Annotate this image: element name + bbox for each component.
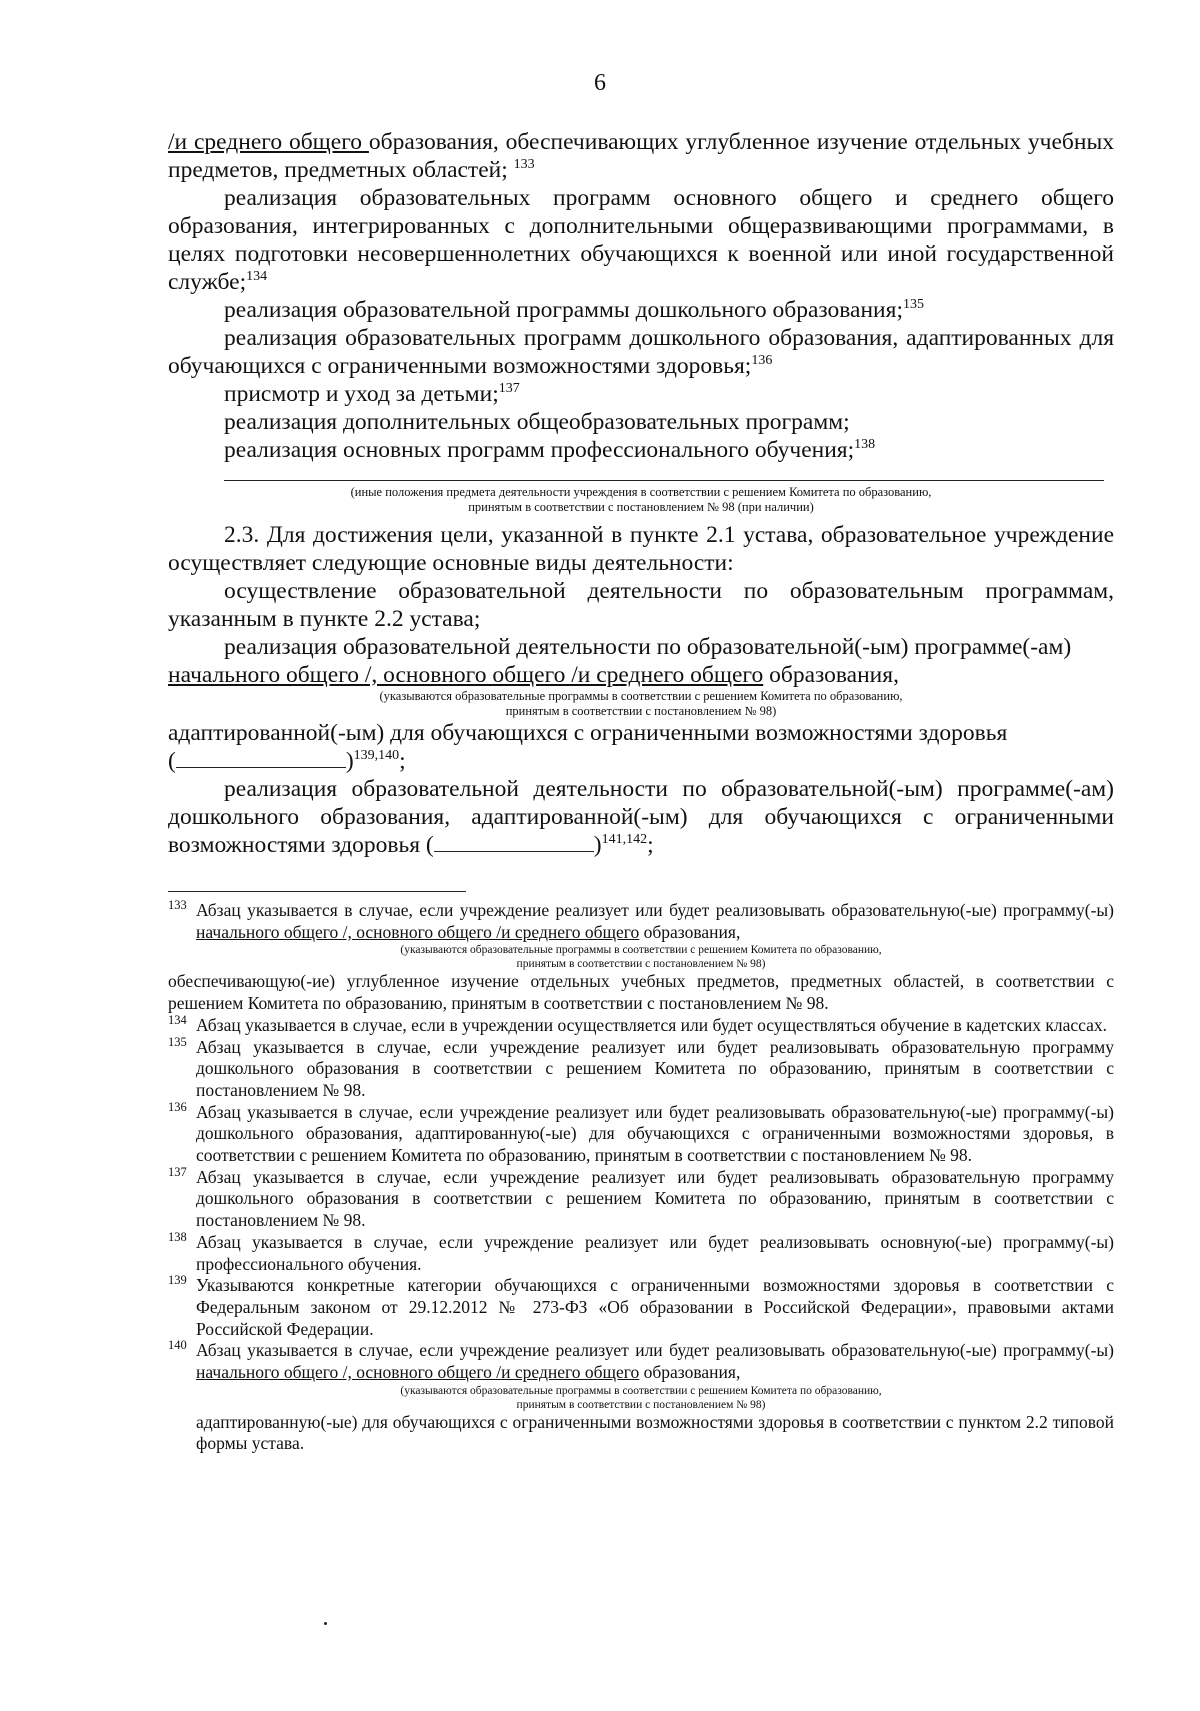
underlined-program-levels: начального общего /, основного общего /и среднего общего <box>196 921 640 942</box>
field-caption: принятым в соответствии с постановлением № 98) <box>516 958 766 971</box>
adapted-program-line: адаптированной(-ым) для обучающихся с ограниченными возможностями здоровья <box>168 720 1008 746</box>
footnote-ref-136: 136 <box>751 353 773 368</box>
list-item: осуществление образовательной деятельности по образовательным программам, указанным в пункте 2.2 устава; <box>168 578 1114 632</box>
underlined-program-levels: /и среднего общего <box>168 129 369 155</box>
field-caption: принятым в соответствии с постановлением № 98) <box>516 1398 766 1411</box>
footnote-133: 133 Абзац указывается в случае, если учреждение реализует или будет реализовывать образовательную(-ые) программу(-ы) начального общего /, основного общего /и среднего общего образования, <box>168 898 1114 942</box>
blank-field <box>176 747 346 768</box>
list-item: реализация дополнительных общеобразовательных программ; <box>224 409 850 435</box>
footnote-separator <box>168 891 466 892</box>
underlined-program-levels: начального общего /, основного общего /и среднего общего <box>168 662 764 688</box>
list-item: реализация образовательных программ основного общего и среднего общего образования, интегрированных с дополнительными общеразвивающими программами, в целях подготовки несовершеннолетних обучающихся к военной или иной государственной службе;$^{134}$ <box>168 185 1114 295</box>
blank-field <box>434 831 594 852</box>
list-item: реализация образовательной деятельности по образовательной(-ым) программе(-ам) <box>224 634 1072 660</box>
footnote-ref-135: 135 <box>902 297 924 312</box>
footnote-134: 134 Абзац указывается в случае, если в учреждении осуществляется или будет осуществляться обучение в кадетских классах. <box>168 1012 1108 1035</box>
footnote-ref-134: 134 <box>246 269 268 284</box>
footnote-135: 135 Абзац указывается в случае, если учреждение реализует или будет реализовывать образовательную программу дошкольного образования в соответствии с решением Комитета по образованию, принятым в соответствии с постановлением № 98. <box>168 1034 1114 1100</box>
program-levels-line: начального общего /, основного общего /и среднего общего образования, <box>168 662 899 688</box>
list-item: реализация образовательной программы дошкольного образования;$^{135}$ <box>224 297 924 323</box>
list-item: реализация основных программ профессионального обучения;$^{138}$ <box>224 437 876 463</box>
list-item: реализация образовательных программ дошкольного образования, адаптированных для обучающихся с ограниченными возможностями здоровья;$^{136}$ <box>168 325 1114 379</box>
footnote-ref-133: 133 <box>513 157 535 172</box>
footnote-138: 138 Абзац указывается в случае, если учреждение реализует или будет реализовывать основную(-ые) программу(-ы) профессионального обучения. <box>168 1229 1114 1274</box>
field-caption: (указываются образовательные программы в соответствии с решением Комитета по образованию, <box>379 689 903 703</box>
scan-speck <box>324 1622 327 1625</box>
footnote-136: 136 Абзац указывается в случае, если учреждение реализует или будет реализовывать образовательную(-ые) программу(-ы) дошкольного образования, адаптированную(-ые) для обучающихся с ограниченными возможностями здоровья, в соответствии с решением Комитета по образованию, принятым в соответствии с постановлением № 98. <box>168 1099 1114 1166</box>
footnote-ref-137: 137 <box>498 381 520 396</box>
blank-field-line: ( )$^{139,140}$; <box>168 748 406 774</box>
fill-in-line <box>224 474 1104 481</box>
field-caption: принятым в соответствии с постановлением № 98 (при наличии) <box>468 500 814 514</box>
footnote-ref-139-140: 139,140 <box>353 748 400 763</box>
footnote-ref-141-142: 141,142 <box>601 832 648 847</box>
footnote-140: 140 Абзац указывается в случае, если учреждение реализует или будет реализовывать образовательную(-ые) программу(-ы) начального общего /, основного общего /и среднего общего образования, <box>168 1338 1114 1383</box>
footnotes <box>168 900 1114 1455</box>
field-caption: (указываются образовательные программы в соответствии с решением Комитета по образованию, <box>400 1384 882 1397</box>
main-text <box>168 128 1114 859</box>
paragraph-continuation: /и среднего общего образования, обеспечивающих углубленное изучение отдельных учебных предметов, предметных областей; $^{133}$ <box>168 129 1114 183</box>
page-number: 6 <box>594 70 606 96</box>
field-caption: принятым в соответствии с постановлением № 98) <box>505 704 777 718</box>
footnote-ref-138: 138 <box>854 437 876 452</box>
underlined-program-levels: начального общего /, основного общего /и среднего общего <box>196 1362 640 1383</box>
list-item: реализация образовательной деятельности по образовательной(-ым) программе(-ам) дошкольного образования, адаптированной(-ым) для обучающихся с ограниченными возможностями здоровья ( )$^{141,142}$; <box>168 776 1114 858</box>
field-caption: (иные положения предмета деятельности учреждения в соответствии с решением Комитета по образованию, <box>350 485 932 499</box>
footnote-140-continuation: адаптированную(-ые) для обучающихся с ограниченными возможностями здоровья в соответствии с пунктом 2.2 типовой формы устава. <box>196 1411 1114 1454</box>
field-caption: (указываются образовательные программы в соответствии с решением Комитета по образованию, <box>400 944 882 957</box>
footnote-137: 137 Абзац указывается в случае, если учреждение реализует или будет реализовывать образовательную программу дошкольного образования в соответствии с решением Комитета по образованию, принятым в соответствии с постановлением № 98. <box>168 1164 1114 1231</box>
footnote-133-continuation: обеспечивающую(-ие) углубленное изучение отдельных учебных предметов, предметных областей, в соответствии с решением Комитета по образованию, принятым в соответствии с постановлением № 98. <box>168 971 1114 1014</box>
footnote-139: 139 Указываются конкретные категории обучающихся с ограниченными возможностями здоровья в соответствии с Федеральным законом от 29.12.2012 № 273-ФЗ «Об образовании в Российской Федерации», правовыми актами Российской Федерации. <box>168 1273 1114 1339</box>
list-item: присмотр и уход за детьми;$^{137}$ <box>224 381 520 407</box>
section-2-3: 2.3. Для достижения цели, указанной в пункте 2.1 устава, образовательное учреждение осуществляет следующие основные виды деятельности: <box>168 522 1114 576</box>
